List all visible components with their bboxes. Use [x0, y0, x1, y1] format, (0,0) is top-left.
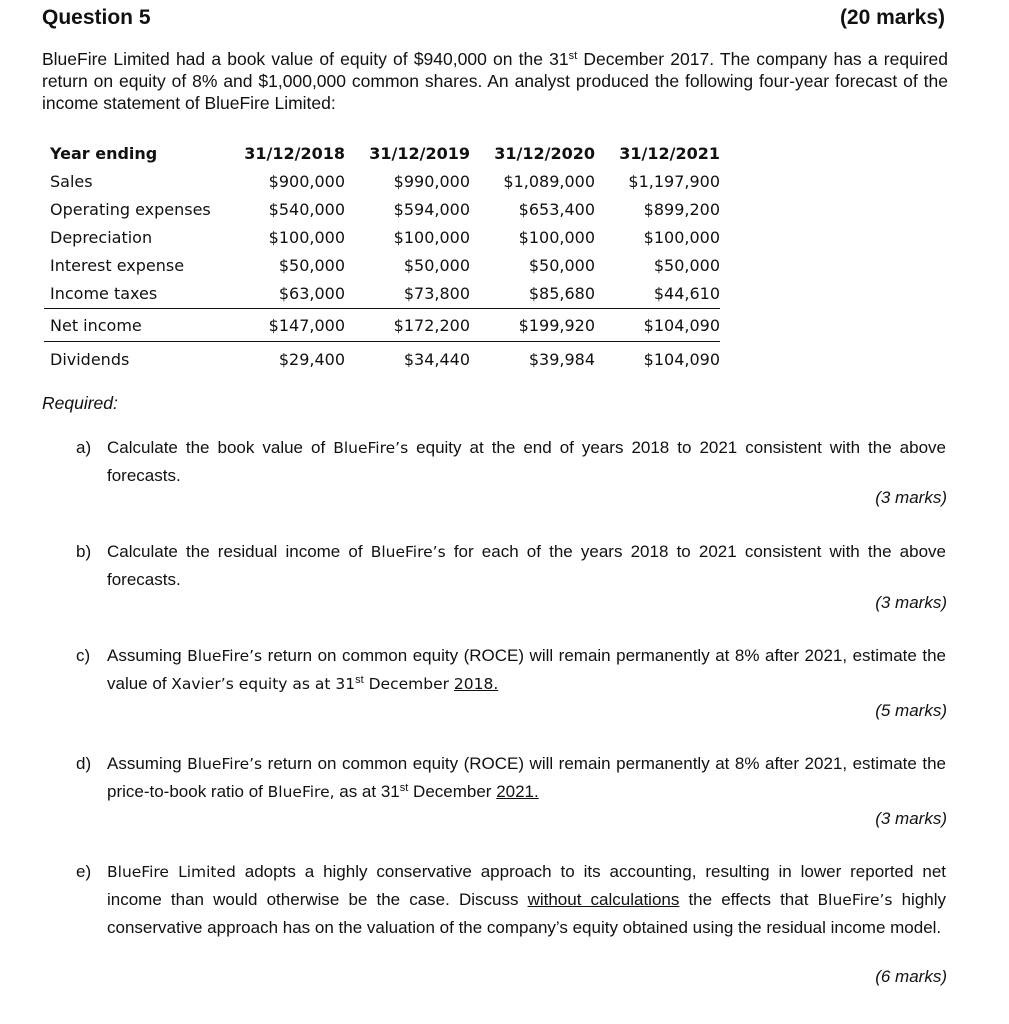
- table-cell: $899,200: [643, 200, 720, 219]
- table-cell: $172,200: [393, 316, 470, 335]
- table-cell: $39,984: [528, 350, 595, 369]
- row-label: Income taxes: [50, 284, 158, 303]
- text-segment: BlueFire’s: [370, 543, 446, 561]
- question-c: [76, 642, 946, 698]
- text-segment: Calculate the residual income of: [107, 542, 371, 561]
- table-cell: $100,000: [268, 228, 345, 247]
- table-row: [44, 196, 720, 224]
- header-cell: 31/12/2021: [619, 144, 720, 163]
- row-label: Operating expenses: [50, 200, 211, 219]
- text-segment: Xavier’s: [171, 675, 234, 693]
- marks-d: (3 marks): [875, 809, 947, 828]
- question-letter: c): [76, 646, 91, 665]
- table-cell: $50,000: [653, 256, 720, 275]
- row-label: Depreciation: [50, 228, 153, 247]
- table-cell: $50,000: [403, 256, 470, 275]
- question-letter: b): [76, 542, 92, 561]
- header-cell: Year ending: [50, 144, 158, 163]
- row-label: Interest expense: [50, 256, 185, 275]
- table-cell: $104,090: [643, 316, 720, 335]
- text-segment: return on common equity (ROCE) will remain permanently at 8% after 2021, estimate the value of: [107, 646, 946, 693]
- table-cell: $1,089,000: [503, 172, 595, 191]
- table-cell: $100,000: [518, 228, 595, 247]
- table-row: [44, 252, 720, 280]
- text-segment: Calculate the book value of: [107, 438, 334, 457]
- table-cell: $594,000: [393, 200, 470, 219]
- superscript: st: [355, 674, 364, 686]
- text-segment: BlueFire’s: [187, 755, 263, 773]
- text-segment: as at 31: [334, 782, 400, 801]
- table-cell: $85,680: [528, 284, 595, 303]
- question-letter: e): [76, 862, 92, 881]
- table-row: [44, 224, 720, 252]
- question-a: [76, 434, 946, 490]
- row-label: Dividends: [50, 350, 130, 369]
- text-segment: BlueFire’s: [333, 439, 409, 457]
- marks-e: (6 marks): [875, 967, 947, 986]
- table-cell: $100,000: [643, 228, 720, 247]
- question-text: [107, 642, 946, 698]
- table-cell: $199,920: [518, 316, 595, 335]
- row-label: Sales: [50, 172, 93, 191]
- marks-a: (3 marks): [875, 488, 947, 507]
- table-cell: $147,000: [268, 316, 345, 335]
- intro-text-1: BlueFire Limited had a book value of equity of $940,000 on the 31: [42, 49, 569, 69]
- table-cell: $63,000: [278, 284, 345, 303]
- intro-text-2: December 2017. The company has a required return on equity of 8% and $1,000,000 common shares. An analyst produced the following four-year forecast of the income statement of BlueFire Limited:: [42, 49, 948, 113]
- text-segment: BlueFire’s: [817, 891, 893, 909]
- question-text: [107, 538, 946, 594]
- question-d: [76, 750, 946, 806]
- text-segment: Assuming: [107, 754, 188, 773]
- text-segment: equity as at 31: [233, 675, 356, 693]
- table-cell: $73,800: [403, 284, 470, 303]
- income-statement-table: [44, 140, 720, 376]
- underlined-phrase: without calculations: [527, 890, 680, 909]
- question-text: [107, 434, 946, 490]
- marks-c: (5 marks): [875, 701, 947, 720]
- table-row: [44, 309, 720, 342]
- table-cell: $1,197,900: [628, 172, 720, 191]
- marks-b: (3 marks): [875, 593, 947, 612]
- table-cell: $50,000: [278, 256, 345, 275]
- header-cell: 31/12/2020: [494, 144, 595, 163]
- text-segment: December: [363, 675, 454, 693]
- underlined-year: 2021.: [496, 782, 539, 801]
- question-title: Question 5: [42, 6, 151, 29]
- intro-superscript: st: [568, 50, 578, 62]
- text-segment: the effects that: [679, 890, 818, 909]
- table-cell: $100,000: [393, 228, 470, 247]
- text-segment: equity at the end of years 2018 to 2021 consistent with the above forecasts.: [107, 438, 946, 485]
- required-heading: Required:: [42, 393, 118, 413]
- total-marks: (20 marks): [839, 6, 945, 29]
- table-cell: $34,440: [403, 350, 470, 369]
- question-letter: d): [76, 754, 92, 773]
- question-text: [107, 858, 946, 942]
- table-row: [44, 342, 720, 376]
- text-segment: BlueFire’s: [187, 647, 263, 665]
- table-cell: $50,000: [528, 256, 595, 275]
- table-cell: $990,000: [393, 172, 470, 191]
- text-segment: December: [408, 782, 497, 801]
- table-cell: $900,000: [268, 172, 345, 191]
- table-cell: $29,400: [278, 350, 345, 369]
- text-segment: for each of the years 2018 to 2021 consistent with the above forecasts.: [107, 542, 946, 589]
- text-segment: BlueFire Limited: [107, 863, 236, 881]
- text-segment: return on common equity (ROCE) will remain permanently at 8% after 2021, estimate the price-to-book ratio of: [107, 754, 946, 801]
- table-row: [44, 168, 720, 196]
- table-cell: $44,610: [653, 284, 720, 303]
- table-cell: $104,090: [643, 350, 720, 369]
- superscript: st: [399, 782, 409, 794]
- table-cell: $653,400: [518, 200, 595, 219]
- question-b: [76, 538, 946, 594]
- text-segment: adopts a highly conservative approach to its accounting, resulting in lower reported net income than would otherwise be the case. Discuss: [107, 862, 946, 909]
- intro-paragraph: [42, 48, 948, 114]
- text-segment: highly conservative approach has on the valuation of the company’s equity obtained using the residual income model.: [107, 890, 947, 937]
- question-e: [76, 858, 946, 942]
- table-cell: $540,000: [268, 200, 345, 219]
- text-segment: Assuming: [107, 646, 188, 665]
- text-segment: BlueFire,: [267, 783, 335, 801]
- underlined-year: 2018.: [453, 675, 499, 693]
- table-header-row: [44, 140, 720, 168]
- row-label: Net income: [50, 316, 142, 335]
- table-row: [44, 280, 720, 309]
- header-cell: 31/12/2018: [244, 144, 345, 163]
- question-text: [107, 750, 946, 806]
- question-letter: a): [76, 438, 92, 457]
- header-cell: 31/12/2019: [369, 144, 470, 163]
